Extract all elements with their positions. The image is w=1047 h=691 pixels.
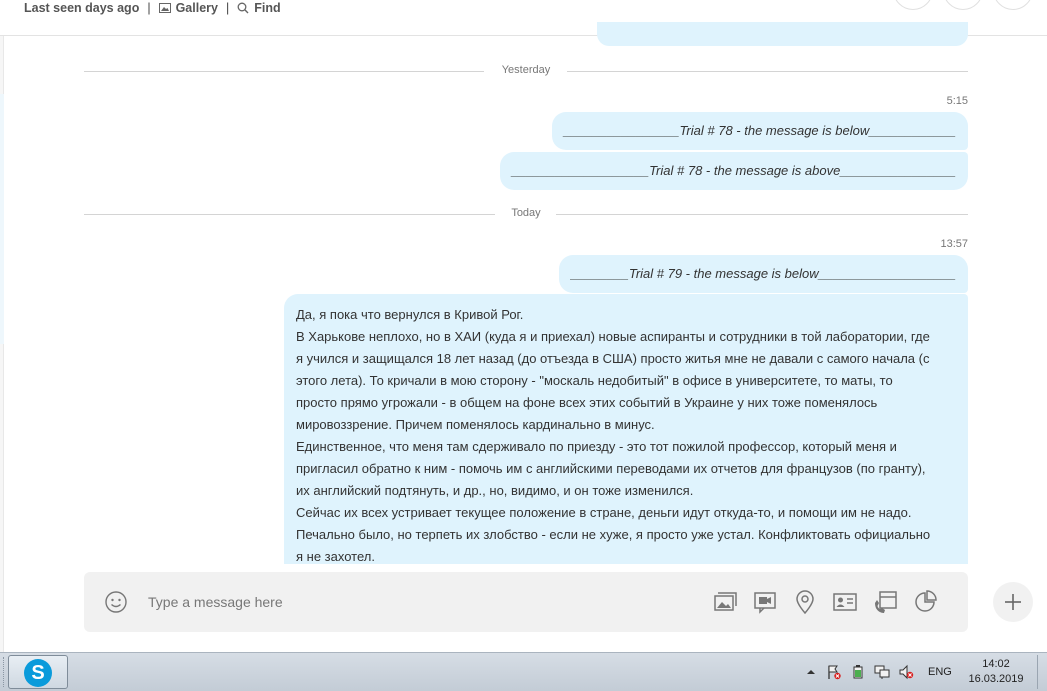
audio-call-button[interactable] xyxy=(943,0,983,10)
emoji-icon[interactable] xyxy=(104,590,128,614)
gallery-share-icon[interactable] xyxy=(712,589,738,615)
date-divider-label: Yesterday xyxy=(501,64,551,76)
message-timestamp: 13:57 xyxy=(940,238,968,250)
message-bubble-long[interactable] xyxy=(284,294,968,564)
volume-muted-icon[interactable] xyxy=(898,664,914,680)
message-line: пригласил обратно к ним - помочь им с английскими переводами их отчетов для французов (по гранту), xyxy=(296,461,926,476)
message-line: просто прямо угрожали - в общем на фоне всех этих событий в Украине у них тоже поменялось xyxy=(296,395,878,410)
message-composer xyxy=(84,572,968,632)
add-content-button[interactable] xyxy=(993,582,1033,622)
network-icon[interactable] xyxy=(874,664,890,680)
taskbar-skype-button[interactable] xyxy=(8,655,68,689)
message-line: я учился и защищался 18 лет назад (до отъезда в США) просто житья мне не давали с самого начала (с xyxy=(296,351,930,366)
clock-date: 16.03.2019 xyxy=(968,673,1024,685)
message-line: Печально было, но терпеть их злобство - если не хуже, я просто уже устал. Конфликтовать официально xyxy=(296,527,931,542)
last-seen-status: Last seen days ago xyxy=(24,1,140,15)
language-indicator[interactable]: ENG xyxy=(928,666,952,678)
message-line: Сейчас их всех устривает текущее положение в стране, деньги идут откуда-то, и помощи им не надо. xyxy=(296,505,912,520)
message-bubble[interactable]: ___________________Trial # 78 - the message is above________________ xyxy=(500,152,968,190)
clock-time: 14:02 xyxy=(982,658,1010,670)
search-icon xyxy=(237,2,249,14)
skype-logo-icon: S xyxy=(24,659,52,687)
date-divider-label: Today xyxy=(511,207,541,219)
plus-icon xyxy=(1004,593,1022,611)
left-panel-edge xyxy=(0,36,4,652)
message-line: этого лета). То кричали в мою сторону - "москаль недобитый" в офисе в университете, то маты, то xyxy=(296,373,893,388)
gallery-link[interactable] xyxy=(159,1,218,15)
contact-card-icon[interactable] xyxy=(832,589,858,615)
system-clock[interactable] xyxy=(962,657,1030,687)
location-icon[interactable] xyxy=(792,589,818,615)
taskbar-grip xyxy=(3,657,6,687)
header-separator-2: | xyxy=(225,1,230,15)
message-line: мировоззрение. Причем поменялось кардинально в минус. xyxy=(296,417,655,432)
message-input[interactable]: Type a message here xyxy=(148,594,283,610)
video-call-button[interactable] xyxy=(893,0,933,10)
message-line: Да, я пока что вернулся в Кривой Рог. xyxy=(296,307,524,322)
message-line: В Харькове неплохо, но в ХАИ (куда я и приехал) новые аспиранты и сотрудники в той лаборатории, где xyxy=(296,329,930,344)
find-label: Find xyxy=(254,1,281,15)
message-timestamp: 5:15 xyxy=(946,95,968,107)
message-line: Единственное, что меня там сдерживало по приезду - это тот пожилой профессор, который меня и xyxy=(296,439,897,454)
find-link[interactable] xyxy=(237,1,280,15)
header-separator: | xyxy=(147,1,151,15)
schedule-call-icon[interactable] xyxy=(872,589,898,615)
add-participant-button[interactable] xyxy=(993,0,1033,10)
show-desktop-divider xyxy=(1037,655,1038,689)
message-line: я не захотел. xyxy=(296,549,375,564)
gallery-label: Gallery xyxy=(175,1,218,15)
tray-expand-icon[interactable] xyxy=(803,664,819,680)
message-bubble[interactable]: ________________Trial # 78 - the message is below____________ xyxy=(552,112,968,150)
message-bubble[interactable]: ________Trial # 79 - the message is below___________________ xyxy=(559,255,968,293)
header-info xyxy=(24,0,281,16)
gallery-icon xyxy=(159,3,171,13)
date-divider-yesterday xyxy=(84,61,968,81)
message-line: их английский подтянуть, и др., но, видимо, и он тоже изменился. xyxy=(296,483,694,498)
message-bubble-previous[interactable] xyxy=(597,22,968,46)
power-icon[interactable] xyxy=(850,664,866,680)
windows-taskbar xyxy=(0,652,1047,691)
poll-icon[interactable] xyxy=(912,589,938,615)
video-message-icon[interactable] xyxy=(752,589,778,615)
action-center-flag-icon[interactable] xyxy=(826,664,842,680)
date-divider-today xyxy=(84,204,968,224)
